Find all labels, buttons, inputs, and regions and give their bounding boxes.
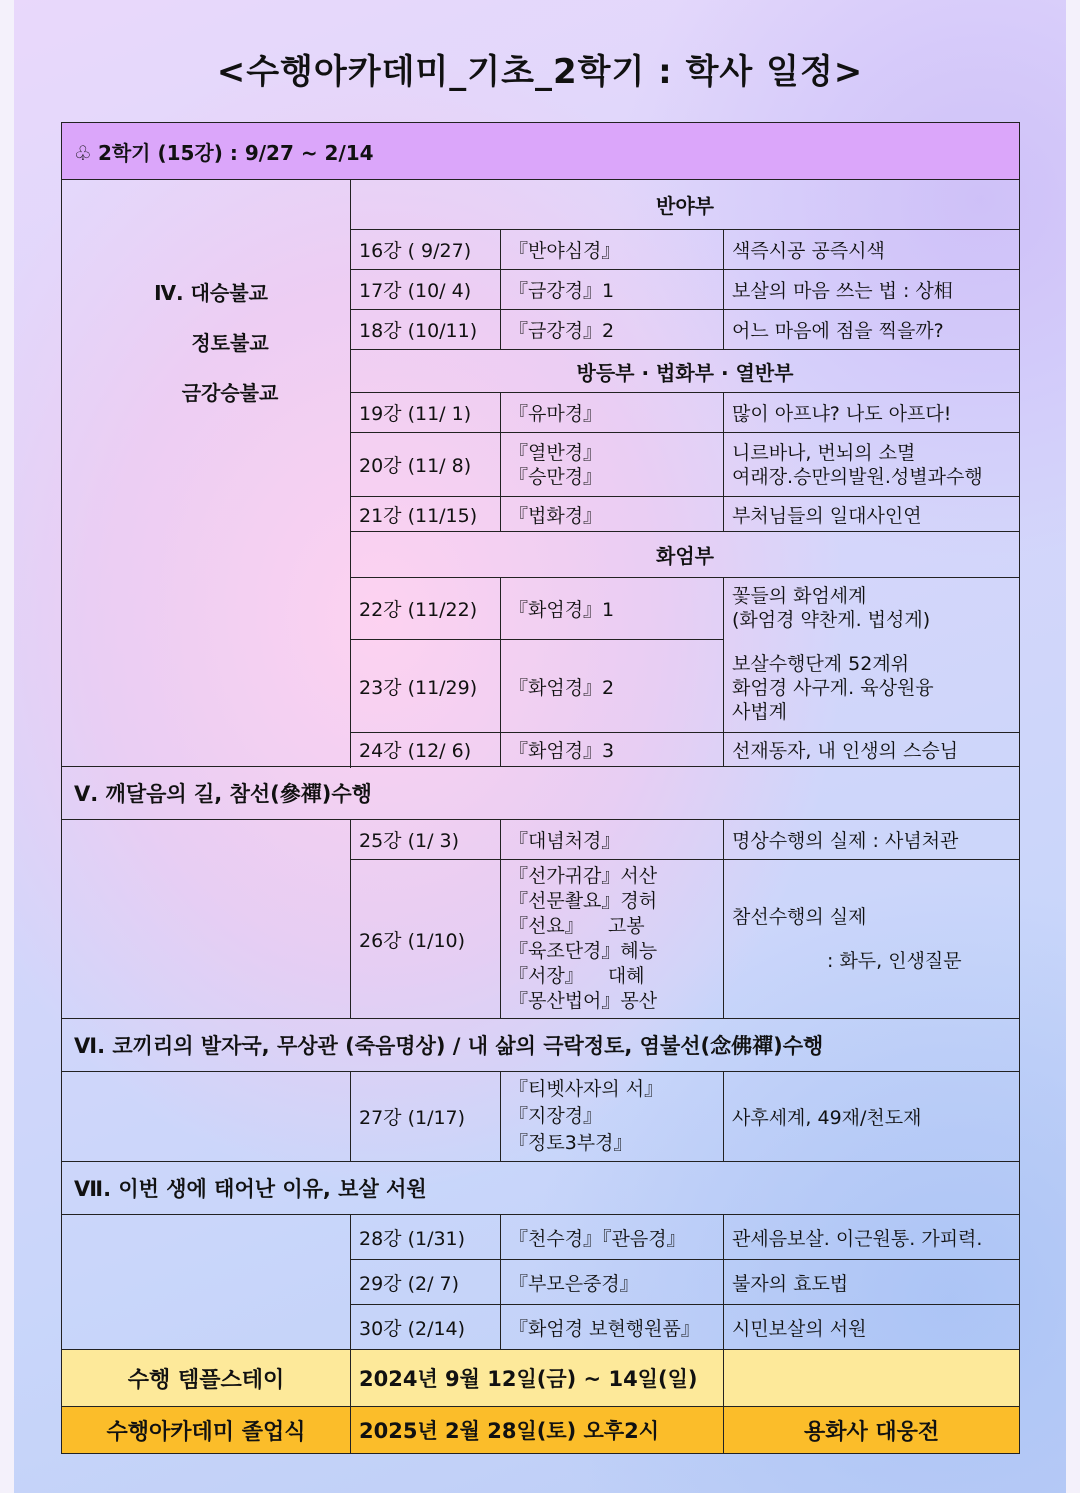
section-header-row bbox=[62, 1019, 1020, 1072]
text-cell bbox=[501, 1072, 724, 1162]
topic-cell: 관세음보살. 이근원통. 가피력. bbox=[724, 1215, 1020, 1260]
section4-title bbox=[62, 180, 351, 767]
left-edge bbox=[0, 0, 14, 1493]
section7-title: Ⅶ. 이번 생에 태어난 이유, 보살 서원 bbox=[62, 1162, 1020, 1215]
topic-cell bbox=[724, 433, 1020, 497]
lecture-cell: 29강 (2/ 7) bbox=[351, 1260, 501, 1305]
term-label: 2학기 (15강) : 9/27 ~ 2/14 bbox=[97, 140, 374, 165]
topic-line: : 화두, 인생질문 bbox=[827, 950, 962, 972]
templestay-place bbox=[724, 1350, 1020, 1407]
text-line: 『선문촬요』경허 bbox=[509, 890, 658, 912]
text-line: 『육조단경』혜능 bbox=[509, 940, 658, 962]
text-cell: 『화엄경』3 bbox=[501, 733, 724, 767]
text-cell: 『대념처경』 bbox=[501, 820, 724, 860]
lecture-cell: 16강 ( 9/27) bbox=[351, 230, 501, 270]
topic-cell: 색즉시공 공즉시색 bbox=[724, 230, 1020, 270]
empty-cell bbox=[62, 1215, 351, 1350]
topic-cell: 불자의 효도법 bbox=[724, 1260, 1020, 1305]
topic-cell: 명상수행의 실제 : 사념처관 bbox=[724, 820, 1020, 860]
topic-line: 사법계 bbox=[732, 701, 788, 723]
text-cell: 『반야심경』 bbox=[501, 230, 724, 270]
topic-cell: 많이 아프냐? 나도 아프다! bbox=[724, 393, 1020, 433]
table-row bbox=[62, 1072, 1020, 1162]
topic-cell bbox=[724, 860, 1020, 1019]
topic-cell bbox=[724, 578, 1020, 733]
templestay-row bbox=[62, 1350, 1020, 1407]
text-line: 『정토3부경』 bbox=[509, 1132, 633, 1154]
lecture-cell: 27강 (1/17) bbox=[351, 1072, 501, 1162]
table-row bbox=[62, 820, 1020, 860]
topic-cell: 사후세계, 49재/천도재 bbox=[724, 1072, 1020, 1162]
templestay-date: 2024년 9월 12일(금) ~ 14일(일) bbox=[351, 1350, 724, 1407]
topic-line: 니르바나, 번뇌의 소멸 bbox=[732, 441, 916, 464]
topic-cell: 보살의 마음 쓰는 법 : 상相 bbox=[724, 270, 1020, 310]
term-header-row bbox=[62, 123, 1020, 180]
text-cell bbox=[501, 433, 724, 497]
text-line: 『선가귀감』서산 bbox=[509, 865, 658, 887]
lecture-cell: 17강 (10/ 4) bbox=[351, 270, 501, 310]
lecture-cell: 24강 (12/ 6) bbox=[351, 733, 501, 767]
text-line: 『선요』 고봉 bbox=[509, 915, 645, 937]
topic-cell: 어느 마음에 점을 찍을까? bbox=[724, 310, 1020, 350]
text-cell: 『금강경』2 bbox=[501, 310, 724, 350]
text-cell: 『법화경』 bbox=[501, 497, 724, 532]
graduation-place: 용화사 대웅전 bbox=[724, 1407, 1020, 1454]
graduation-date: 2025년 2월 28일(토) 오후2시 bbox=[351, 1407, 724, 1454]
text-cell: 『금강경』1 bbox=[501, 270, 724, 310]
templestay-label: 수행 템플스테이 bbox=[62, 1350, 351, 1407]
topic-cell: 선재동자, 내 인생의 스승님 bbox=[724, 733, 1020, 767]
topic-cell: 부처님들의 일대사인연 bbox=[724, 497, 1020, 532]
lecture-cell: 25강 (1/ 3) bbox=[351, 820, 501, 860]
group-name: 방등부 · 법화부 · 열반부 bbox=[351, 350, 1020, 393]
table-row bbox=[62, 1215, 1020, 1260]
section4-title-line: Ⅳ. 대승불교 bbox=[154, 281, 268, 305]
text-cell: 『천수경』『관음경』 bbox=[501, 1215, 724, 1260]
group-name: 반야부 bbox=[351, 180, 1020, 230]
text-cell: 『화엄경 보현행원품』 bbox=[501, 1305, 724, 1350]
lecture-cell: 26강 (1/10) bbox=[351, 860, 501, 1019]
text-line: 『승만경』 bbox=[509, 465, 603, 488]
section6-title: Ⅵ. 코끼리의 발자국, 무상관 (죽음명상) / 내 삶의 극락정토, 염불선(念佛禪)수행 bbox=[62, 1019, 1020, 1072]
text-cell: 『부모은중경』 bbox=[501, 1260, 724, 1305]
topic-line: (화엄경 약찬게. 법성게) bbox=[732, 609, 931, 631]
text-cell: 『화엄경』2 bbox=[501, 640, 724, 733]
topic-line: 여래장.승만의발원.성별과수행 bbox=[732, 465, 983, 488]
section4-title-line: 금강승불교 bbox=[181, 381, 279, 405]
empty-cell bbox=[62, 1072, 351, 1162]
section4-title-line: 정토불교 bbox=[191, 331, 269, 355]
text-cell: 『화엄경』1 bbox=[501, 578, 724, 640]
lecture-cell: 23강 (11/29) bbox=[351, 640, 501, 733]
page-title: <수행아카데미_기초_2학기 : 학사 일정> bbox=[216, 52, 864, 92]
text-line: 『서장』 대혜 bbox=[509, 965, 645, 987]
text-line: 『티벳사자의 서』 bbox=[509, 1078, 664, 1100]
right-edge bbox=[1066, 0, 1080, 1493]
lecture-cell: 30강 (2/14) bbox=[351, 1305, 501, 1350]
topic-cell: 시민보살의 서원 bbox=[724, 1305, 1020, 1350]
lecture-cell: 21강 (11/15) bbox=[351, 497, 501, 532]
group-header-row bbox=[62, 180, 1020, 230]
term-header bbox=[62, 123, 1020, 180]
topic-line: 참선수행의 실제 bbox=[732, 906, 867, 928]
text-cell: 『유마경』 bbox=[501, 393, 724, 433]
graduation-row bbox=[62, 1407, 1020, 1454]
graduation-label: 수행아카데미 졸업식 bbox=[62, 1407, 351, 1454]
lecture-cell: 18강 (10/11) bbox=[351, 310, 501, 350]
lecture-cell: 22강 (11/22) bbox=[351, 578, 501, 640]
section5-title: Ⅴ. 깨달음의 길, 참선(參禪)수행 bbox=[62, 767, 1020, 820]
section-header-row bbox=[62, 1162, 1020, 1215]
text-cell bbox=[501, 860, 724, 1019]
lecture-cell: 28강 (1/31) bbox=[351, 1215, 501, 1260]
club-icon: ♧ bbox=[74, 140, 92, 165]
topic-line: 꽃들의 화엄세계 bbox=[732, 585, 867, 607]
group-name: 화엄부 bbox=[351, 532, 1020, 578]
text-line: 『몽산법어』몽산 bbox=[509, 990, 658, 1012]
section-header-row bbox=[62, 767, 1020, 820]
lecture-cell: 20강 (11/ 8) bbox=[351, 433, 501, 497]
text-line: 『지장경』 bbox=[509, 1105, 603, 1127]
topic-line: 화엄경 사구게. 육상원융 bbox=[732, 677, 934, 699]
schedule-table bbox=[61, 122, 1020, 1454]
topic-line: 보살수행단계 52계위 bbox=[732, 653, 910, 675]
text-line: 『열반경』 bbox=[509, 441, 603, 464]
lecture-cell: 19강 (11/ 1) bbox=[351, 393, 501, 433]
empty-cell bbox=[62, 820, 351, 1019]
